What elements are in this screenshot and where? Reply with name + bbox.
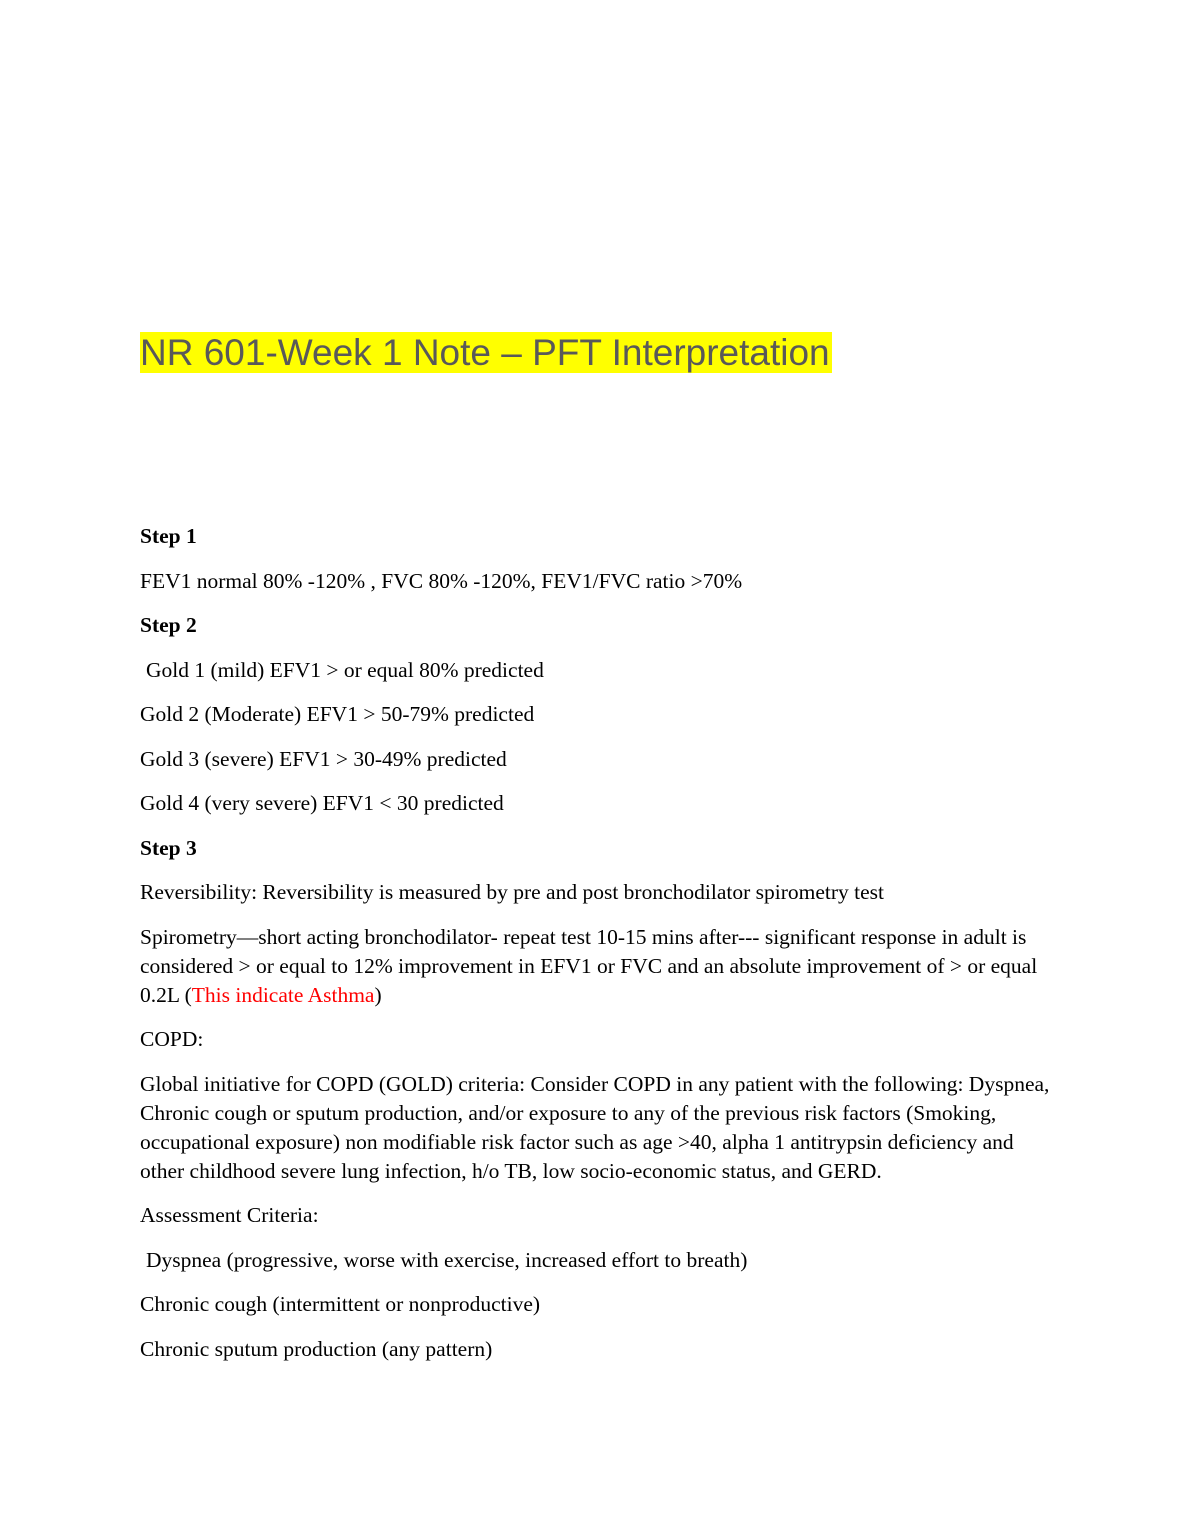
title-highlight: NR 601-Week 1 Note – PFT Interpretation: [140, 332, 830, 373]
gold-2-line: Gold 2 (Moderate) EFV1 > 50-79% predicted: [140, 702, 535, 726]
spirometry-paragraph: [140, 923, 1055, 1010]
assessment-dyspnea: Dyspnea (progressive, worse with exercise, increased effort to breath): [146, 1247, 748, 1272]
gold-criteria-paragraph: Global initiative for COPD (GOLD) criteria: Consider COPD in any patient with the following: Dyspnea, Chronic cough or sputum production, and/or exposure to any of the previous risk factors (Smoking, occupational exposure) non modifiable risk factor such as age >40, alpha 1 antitrypsin deficiency and other childhood severe lung infection, h/o TB, low socio-economic status, and GERD.: [140, 1071, 1050, 1183]
step-2-heading: Step 2: [140, 613, 197, 637]
gold-3-line: Gold 3 (severe) EFV1 > 30-49% predicted: [140, 746, 507, 771]
document-title: [140, 330, 832, 376]
step-1-heading: Step 1: [140, 524, 197, 548]
reversibility-paragraph: Reversibility: Reversibility is measured by pre and post bronchodilator spirometry test: [140, 880, 884, 904]
assessment-sputum: Chronic sputum production (any pattern): [140, 1336, 493, 1361]
gold-4-line: Gold 4 (very severe) EFV1 < 30 predicted: [140, 791, 504, 815]
asthma-note: This indicate Asthma: [191, 982, 375, 1007]
step-3-heading: Step 3: [140, 835, 197, 860]
spirometry-text: Spirometry—short acting bronchodilator- repeat test 10-15 mins after--- significant response in adult is considered > or equal to 12% improvement in EFV1 or FVC and an absolute improvement of > or equal 0.2L (: [140, 924, 1038, 1007]
assessment-heading: Assessment Criteria:: [140, 1203, 319, 1227]
spirometry-close-paren: ): [374, 982, 382, 1007]
gold-1-line: Gold 1 (mild) EFV1 > or equal 80% predicted: [146, 657, 544, 682]
copd-heading: COPD:: [140, 1027, 204, 1051]
document-body: [140, 522, 1055, 1379]
step-1-text: FEV1 normal 80% -120% , FVC 80% -120%, FEV1/FVC ratio >70%: [140, 568, 743, 593]
assessment-cough: Chronic cough (intermittent or nonproductive): [140, 1292, 541, 1316]
